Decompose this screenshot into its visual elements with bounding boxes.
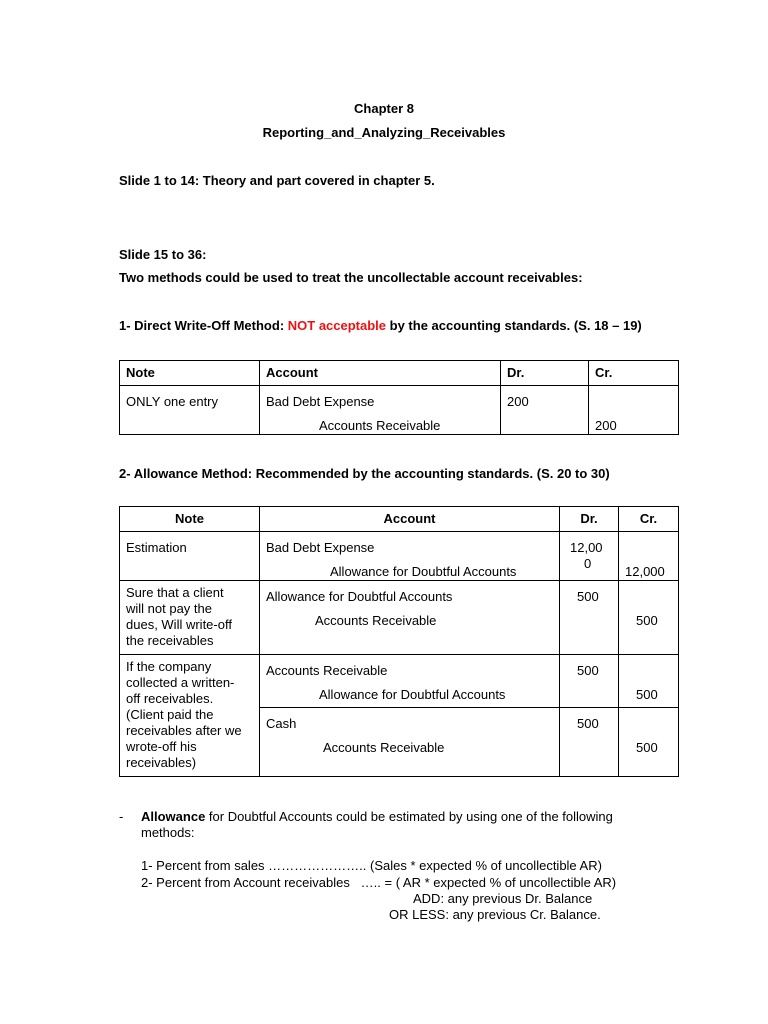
col-cr: Cr.: [619, 507, 679, 532]
allowance-method-table: [119, 506, 679, 777]
chapter-label: Chapter 8: [354, 101, 414, 116]
direct-method-heading: [119, 318, 642, 333]
dr-value-line1: 12,00: [570, 540, 603, 555]
page-title: Reporting_and_Analyzing_Receivables: [262, 125, 506, 140]
note-cell: [120, 581, 259, 653]
col-dr: Dr.: [501, 361, 589, 386]
note-line: (Client paid the: [126, 707, 214, 722]
direct-method-table: [119, 360, 679, 435]
note-line: collected a written-: [126, 675, 235, 690]
table-row: [120, 386, 679, 435]
col-account: Account: [260, 361, 501, 386]
col-note: Note: [120, 361, 260, 386]
note-line: receivables after we: [126, 723, 242, 738]
col-account: Account: [260, 507, 560, 532]
dr-value: 500: [577, 589, 599, 604]
credit-account: Allowance for Doubtful Accounts: [319, 687, 506, 702]
debit-account: Bad Debt Expense: [266, 540, 375, 555]
intro-slides-15-36: Slide 15 to 36:: [119, 247, 207, 262]
direct-heading-prefix: 1- Direct Write-Off Method:: [119, 318, 288, 333]
credit-account: Accounts Receivable: [315, 613, 437, 628]
method-1: 1- Percent from sales ………………….. (Sales * expected % of uncollectible AR): [141, 858, 602, 873]
table-row: [120, 532, 679, 581]
note-cell: ONLY one entry: [126, 394, 219, 409]
dr-value-line2: 0: [584, 556, 592, 571]
allowance-line2: methods:: [141, 825, 195, 840]
table-row: [120, 655, 679, 708]
col-note: Note: [120, 507, 260, 532]
note-line: off receivables.: [126, 691, 214, 706]
col-cr: Cr.: [589, 361, 679, 386]
note-line: the receivables: [126, 633, 214, 648]
allowance-estimation-note: [141, 809, 613, 825]
allowance-bold: Allowance: [141, 809, 206, 824]
credit-account: Accounts Receivable: [323, 740, 445, 755]
cr-value: 500: [636, 613, 658, 628]
method-2: 2- Percent from Account receivables ….. = ( AR * expected % of uncollectible AR): [141, 875, 617, 890]
intro-two-methods: Two methods could be used to treat the uncollectable account receivables:: [119, 270, 583, 285]
table-row: [120, 581, 679, 655]
debit-account: Bad Debt Expense: [266, 394, 375, 409]
add-note: ADD: any previous Dr. Balance: [413, 891, 593, 906]
note-line: will not pay the: [126, 601, 212, 616]
debit-account: Allowance for Doubtful Accounts: [266, 589, 453, 604]
note-line: If the company: [126, 659, 212, 674]
cr-value: 500: [636, 687, 658, 702]
credit-account: Accounts Receivable: [319, 418, 441, 433]
table-header-row: [120, 361, 679, 386]
debit-account: Cash: [266, 716, 297, 731]
note-line: receivables): [126, 755, 197, 770]
col-dr: Dr.: [560, 507, 619, 532]
note-line: wrote-off his: [126, 739, 197, 754]
bullet-marker: -: [119, 809, 124, 824]
note-cell: [120, 655, 259, 775]
debit-account: Accounts Receivable: [266, 663, 388, 678]
note-cell: Estimation: [126, 540, 187, 555]
dr-value: 200: [507, 394, 529, 409]
allowance-method-heading: 2- Allowance Method: Recommended by the accounting standards. (S. 20 to 30): [119, 466, 610, 481]
note-line: Sure that a client: [126, 585, 224, 600]
intro-slides-1-14: Slide 1 to 14: Theory and part covered in chapter 5.: [119, 173, 435, 188]
direct-heading-suffix: by the accounting standards. (S. 18 – 19): [386, 318, 642, 333]
table-header-row: [120, 507, 679, 532]
dr-value: 500: [577, 716, 599, 731]
cr-value: 12,000: [625, 564, 665, 579]
direct-heading-highlight: NOT acceptable: [287, 318, 387, 333]
note-line: dues, Will write-off: [126, 617, 232, 632]
or-less-note: OR LESS: any previous Cr. Balance.: [389, 907, 601, 922]
dr-value: 500: [577, 663, 599, 678]
cr-value: 500: [636, 740, 658, 755]
allowance-rest: for Doubtful Accounts could be estimated by using one of the following: [205, 809, 613, 824]
cr-value: 200: [595, 418, 617, 433]
credit-account: Allowance for Doubtful Accounts: [330, 564, 517, 579]
